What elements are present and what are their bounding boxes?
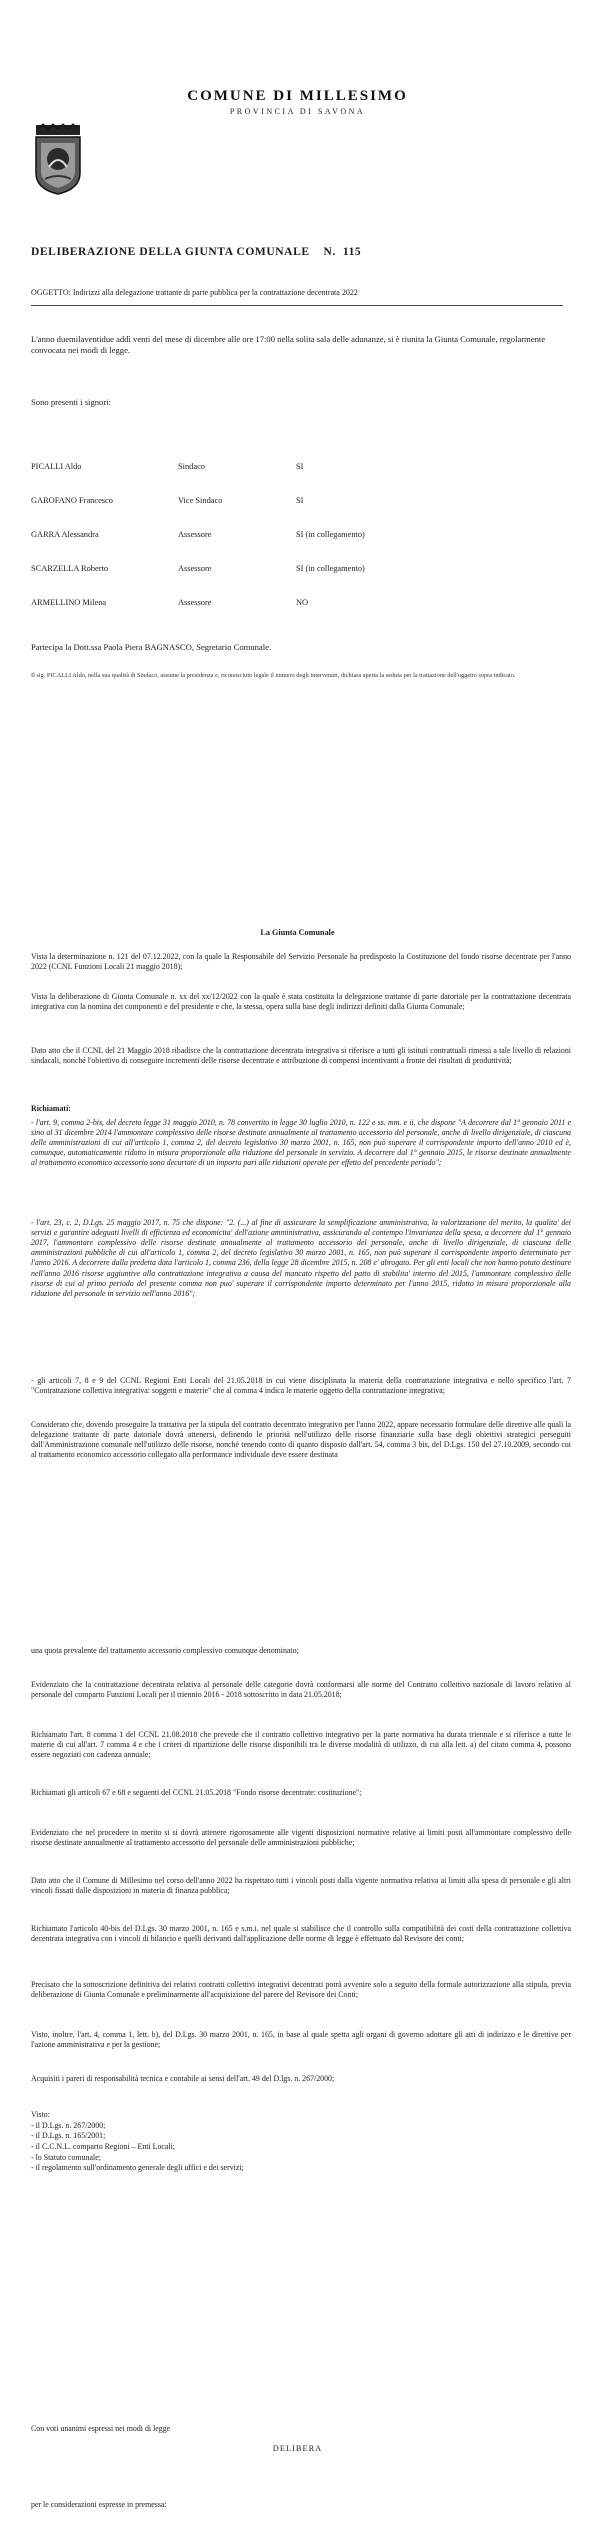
member-presence: SI (296, 462, 304, 471)
member-row (31, 530, 571, 564)
paragraph-richiamati-art67: Richiamati gli articoli 67 e 68 e seguenti del CCNL 21.05.2018 "Fondo risorse decentrate: costituzione"; (31, 1788, 362, 1797)
paragraph-art40bis: Richiamato l'articolo 40-bis del D.Lgs. 30 marzo 2001, n. 165 e s.m.i. nel quale si stabilisce che il controllo sulla compatibilità dei costi della contrattazione collettiva decentrata integrativa con i vincoli di bilancio e quelli derivanti dall'applicazione delle norme di legge è effettuato dal Revisore dei conti; (31, 1924, 571, 1944)
voti-line: Con voti unanimi espressi nei modi di legge (31, 2424, 171, 2433)
member-presence: NO (296, 598, 309, 607)
secretary-line: Partecipa la Dott.ssa Paola Piera BAGNASCO, Segretario Comunale. (31, 642, 272, 652)
member-presence: SI (in collegamento) (296, 564, 365, 573)
member-role: Assessore (178, 530, 212, 539)
member-name: PICALLI Aldo (31, 462, 82, 471)
delibera-heading: DELIBERA (272, 2444, 323, 2453)
premesse-line: per le considerazioni espresse in premessa: (31, 2500, 167, 2509)
comune-title: COMUNE DI MILLESIMO (187, 88, 408, 104)
member-name: SCARZELLA Roberto (31, 564, 109, 573)
member-name: ARMELLINO Milena (31, 598, 107, 607)
visto-item: - il C.C.N.L. comparto Regioni – Enti Locali; (31, 2142, 175, 2152)
member-role: Vice Sindaco (178, 496, 223, 505)
municipal-crest-icon (33, 123, 83, 195)
paragraph-vista-deliberazione: Vista la deliberazione di Giunta Comunale n. xx del xx/12/2022 con la quale è stata costituita la delegazione trattante di parte datoriale per la contrattazione decentrata integrativa con la nomina dei componenti e del presidente e che, la stessa, opera sulla base degli indirizzi definiti dalla Giunta Comunale; (31, 992, 571, 1012)
paragraph-evidenziato-categorie: Evidenziato che la contrattazione decentrata relativa al personale delle categorie dovrà conformarsi alle norme del Contratto collettivo nazionale di lavoro relativo al personale del comparto Funzioni Locali per il triennio 2016 - 2018 sottoscritto in data 21.05.2018; (31, 1680, 571, 1700)
visto-label: Visto: (31, 2110, 50, 2119)
paragraph-art23: - l'art. 23, c. 2, D.Lgs. 25 maggio 2017, n. 75 che dispone: "2. (...) al fine di assicurare la semplificazione amministrativa, la valorizzazione del merito, la qualita' dei servizi e garantire adeguati livelli di efficienza ed economicita' dell'azione amministrativa, assicurando al contempo l'invarianza della spesa, a decorrere dal 1° gennaio 2017, l'ammontare complessivo delle risorse destinate annualmente al trattamento accessorio del personale, anche di livello dirigenziale, di ciascuna delle amministrazioni pubbliche di cui all'articolo 1, comma 2, del decreto legislativo 30 marzo 2001, n. 165, non può superare il corrispondente importo determinato per l'anno 2016. A decorrere dalla predetta data l'articolo 1, comma 236, della legge 28 dicembre 2015, n. 208 e' abrogato. Per gli enti locali che non hanno potuto destinare nell'anno 2016 risorse aggiuntive alla contrattazione integrativa a causa del mancato rispetto del patto di stabilita' interno del 2015, l'ammontare complessivo delle risorse di cui al primo periodo del presente comma non puo' superare il corrispondente importo determinato per l'anno 2015, ridotto in misura proporzionale alla riduzione del personale in servizio nell'anno 2016"; (31, 1218, 571, 1298)
member-row (31, 598, 571, 632)
paragraph-richiamato-art8: Richiamato l'art. 8 comma 1 del CCNL 21.08.2018 che prevede che il contratto collettivo integrativo per la parte normativa ha durata triennale e si riferisce a tutte le materie di cui all'art. 7 comma 4 e che i criteri di ripartizione delle risorse disponibili tra le diverse modalità di utilizzo, di cui alla lett. a) del citato comma 4, possono essere negoziati con cadenza annuale; (31, 1730, 571, 1760)
divider (31, 305, 563, 306)
paragraph-dato-atto-vincoli: Dato atto che il Comune di Millesimo nel corso dell'anno 2022 ha rispettato tutti i vincoli posti dalla vigente normativa relativa ai limiti alla spesa di personale e gli altri vincoli fissati dalle disposizioni in materia di finanza pubblica; (31, 1876, 571, 1896)
deliberation-title: DELIBERAZIONE DELLA GIUNTA COMUNALE N. 115 (31, 246, 362, 258)
visto-item: - il regolamento sull'ordinamento generale degli uffici e dei servizi; (31, 2163, 244, 2173)
member-row (31, 462, 571, 496)
paragraph-acquisiti: Acquisiti i pareri di responsabilità tecnica e contabile ai sensi dell'art. 49 del D.lgs. n. 267/2000; (31, 2074, 335, 2083)
provincia-subtitle: PROVINCIA DI SAVONA (229, 107, 366, 116)
member-row (31, 564, 571, 598)
member-role: Assessore (178, 564, 212, 573)
member-name: GAROFANO Francesco (31, 496, 113, 505)
paragraph-precisato: Precisato che la sottoscrizione definitiva dei relativi contratti collettivi integrativi decentrati potrà avvenire solo a seguito della formale autorizzazione alla stipula, previa deliberazione di Giunta Comunale e preliminarmente all'acquisizione del parere del Revisore dei Conti; (31, 1980, 571, 2000)
member-role: Sindaco (178, 462, 205, 471)
presenti-label: Sono presenti i signori: (31, 397, 111, 407)
members-table (31, 462, 571, 632)
giunta-heading: La Giunta Comunale (260, 928, 335, 937)
paragraph-visto-art4: Visto, inoltre, l'art. 4, comma 1, lett. b), del D.Lgs. 30 marzo 2001, n. 165, in base al quale spetta agli organi di governo adottare gli atti di indirizzo e le direttive per l'azione amministrativa e per la gestione; (31, 2030, 571, 2050)
paragraph-art9: - l'art. 9, comma 2-bis, del decreto legge 31 maggio 2010, n. 78 convertito in legge 30 luglio 2010, n. 122 e ss. mm. e ii. che dispone "A decorrere dal 1° gennaio 2011 e sino al 31 dicembre 2014 l'ammontare complessivo delle risorse destinate annualmente al trattamento accessorio del personale, anche di livello dirigenziale, di ciascuna delle amministrazioni di cui all'articolo 1, comma 2, del decreto legislativo 30 marzo 2001, n. 165, non può superare il corrispondente importo dell'anno 2010 ed è, comunque, automaticamente ridotto in misura proporzionale alla riduzione del personale in servizio. A decorrere dal 1° gennaio 2015, le risorse destinate annualmente al trattamento economico accessorio sono decurtate di un importo pari alle riduzioni operate per effetto del precedente periodo"; (31, 1118, 571, 1168)
chair-note: Il sig. PICALLI Aldo, nella sua qualità di Sindaco, assume la presidenza e, riconosciuto legale il numero degli intervenuti, dichiara aperta la seduta per la trattazione dell'oggetto sopra indicato. (31, 672, 516, 679)
member-presence: SI (in collegamento) (296, 530, 365, 539)
member-role: Assessore (178, 598, 212, 607)
paragraph-quota-prevalente: una quota prevalente del trattamento accessorio complessivo comunque denominato; (31, 1646, 299, 1655)
paragraph-vista-determinazione: Vista la determinazione n. 121 del 07.12.2022, con la quale la Responsabile del Servizio Personale ha predisposto la Costituzione del fondo risorse decentrate per l'anno 2022 (CCNL Funzioni Locali 21 maggio 2018); (31, 952, 571, 972)
paragraph-considerato: Considerato che, dovendo proseguire la trattativa per la stipula del contratto decentrato integrativo per l'anno 2022, appare necessario formulare delle direttive alle quali la delegazione trattante di parte datoriale dovrà attenersi, definendo le priorità nell'utilizzo delle risorse finanziarie sulla base degli obiettivi strategici perseguiti dall'Amministrazione comunale nell'utilizzo delle risorse, nonché tenendo conto di quanto disposto dall'art. 54, comma 3 bis, del D.Lgs. 150 del 27.10.2009, secondo cui al trattamento economico accessorio collegato alla performance individuale deve essere destinata (31, 1420, 571, 1460)
paragraph-dato-atto: Dato atto che il CCNL del 21 Maggio 2018 ribadisce che la contrattazione decentrata integrativa si riferisce a tutti gli istituti contrattuali rimessi a tale livello di relazioni sindacali, nonché l'obiettivo di conseguire incrementi delle risorse decentrate e attribuzione di compensi incentivanti a fronte dei risultati di produttività; (31, 1046, 571, 1066)
visto-item: - lo Statuto comunale; (31, 2152, 101, 2162)
member-name: GARRA Alessandra (31, 530, 99, 539)
paragraph-ccnl-articoli: - gli articoli 7, 8 e 9 del CCNL Regioni Enti Locali del 21.05.2018 in cui viene disciplinata la materia della contrattazione integrativa e nello specifico l'art. 7 "Contrattazione collettiva integrativa: soggetti e materie" che al comma 4 indica le materie oggetto della contrattazione integrativa; (31, 1376, 571, 1396)
member-presence: SI (296, 496, 304, 505)
richiamati-label: Richiamati: (31, 1104, 71, 1113)
paragraph-evidenziato-limiti: Evidenziato che nel procedere in merito si si dovrà attenere rigorosamente alle vigenti disposizioni normative relative ai limiti posti all'ammontare complessivo delle risorse destinate annualmente al trattamento accessorio del personale delle amministrazioni pubbliche; (31, 1828, 571, 1848)
visto-item: - il D.Lgs. n. 165/2001; (31, 2131, 106, 2141)
member-row (31, 496, 571, 530)
oggetto-line: OGGETTO: Indirizzi alla delegazione trattante di parte pubblica per la contrattazione decentrata 2022 (31, 288, 358, 297)
visto-list (31, 2110, 571, 2174)
intro-paragraph: L'anno duemilaventidue addì venti del mese di dicembre alle ore 17:00 nella solita sala delle adunanze, si è riunita la Giunta Comunale, regolarmente convocata nei modi di legge. (31, 334, 546, 356)
visto-item: - il D.Lgs. n. 267/2000; (31, 2120, 106, 2130)
